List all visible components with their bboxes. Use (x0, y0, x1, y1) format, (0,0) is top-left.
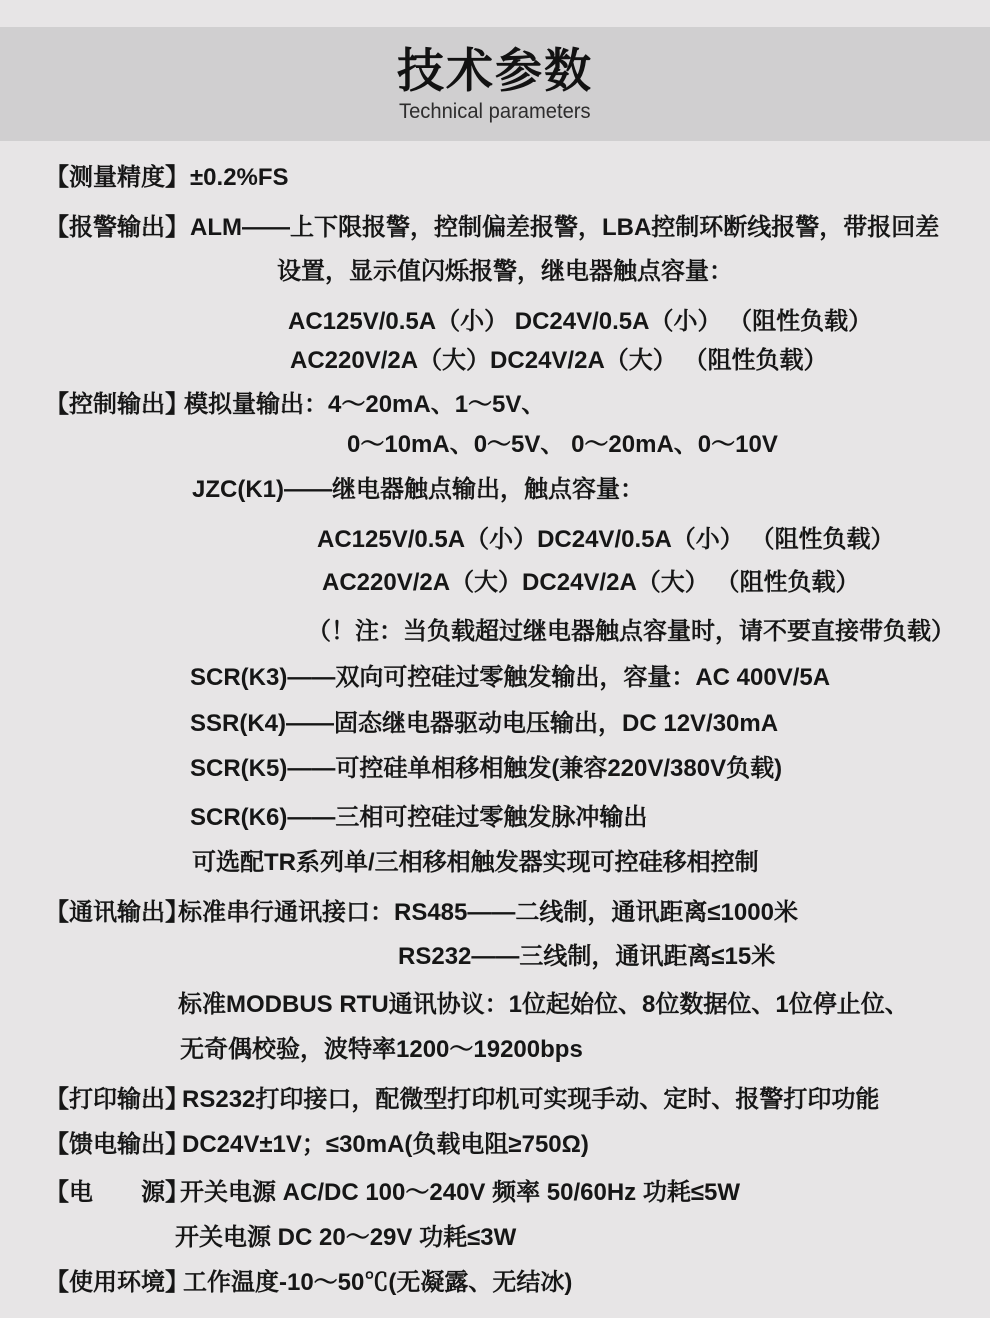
spec-line: 标准MODBUS RTU通讯协议：1位起始位、8位数据位、1位停止位、 (178, 991, 909, 1018)
spec-line: SCR(K5)——可控硅单相移相触发(兼容220V/380V负载) (190, 755, 783, 782)
spec-line-note: （！注：当负载超过继电器触点容量时，请不要直接带负载） (307, 618, 955, 645)
spec-label-comm-output: 【通讯输出】 (45, 899, 189, 926)
spec-label-power-supply: 【电 源】 (45, 1179, 189, 1206)
spec-line: 开关电源 AC/DC 100～240V 频率 50/60Hz 功耗≤5W (180, 1179, 740, 1206)
spec-label-power-feed-output: 【馈电输出】 (45, 1131, 189, 1158)
spec-label-measure-accuracy: 【测量精度】 (45, 164, 189, 191)
spec-line: AC125V/0.5A（小） DC24V/0.5A（小） （阻性负载） (288, 308, 873, 335)
spec-line: SCR(K3)——双向可控硅过零触发输出，容量：AC 400V/5A (190, 664, 831, 691)
spec-label-control-output: 【控制输出】 (45, 391, 189, 418)
page-title: 技术参数 (397, 43, 593, 97)
spec-line: 标准串行通讯接口：RS485——二线制，通讯距离≤1000米 (178, 899, 798, 926)
spec-line: SSR(K4)——固态继电器驱动电压输出，DC 12V/30mA (190, 710, 779, 737)
section-banner (0, 27, 990, 141)
spec-line: AC220V/2A（大）DC24V/2A（大） （阻性负载） (322, 569, 860, 596)
spec-line: 开关电源 DC 20～29V 功耗≤3W (175, 1224, 517, 1251)
spec-line-measure-accuracy: ±0.2%FS (190, 164, 289, 191)
spec-label-print-output: 【打印输出】 (45, 1086, 189, 1113)
page-subtitle: Technical parameters (399, 99, 591, 123)
spec-line: 工作温度-10～50℃(无凝露、无结冰) (183, 1269, 573, 1296)
spec-line: JZC(K1)——继电器触点输出，触点容量： (192, 476, 645, 503)
spec-line: 无奇偶校验，波特率1200～19200bps (180, 1036, 583, 1063)
spec-line: 可选配TR系列单/三相移相触发器实现可控硅移相控制 (192, 849, 759, 876)
spec-line: SCR(K6)——三相可控硅过零触发脉冲输出 (190, 804, 648, 831)
spec-line: 0～10mA、0～5V、 0～20mA、0～10V (347, 431, 778, 458)
spec-line: DC24V±1V；≤30mA(负载电阻≥750Ω) (182, 1131, 589, 1158)
spec-label-environment: 【使用环境】 (45, 1269, 189, 1296)
spec-line: AC220V/2A（大）DC24V/2A（大） （阻性负载） (290, 347, 828, 374)
spec-label-alarm-output: 【报警输出】 (45, 214, 189, 241)
spec-line: 模拟量输出：4～20mA、1～5V、 (184, 391, 546, 418)
spec-line: 设置，显示值闪烁报警，继电器触点容量： (277, 258, 733, 285)
spec-line: RS232——三线制，通讯距离≤15米 (398, 943, 776, 970)
spec-line: ALM——上下限报警，控制偏差报警，LBA控制环断线报警，带报回差 (190, 214, 940, 241)
spec-line: RS232打印接口，配微型打印机可实现手动、定时、报警打印功能 (182, 1086, 880, 1113)
spec-line: AC125V/0.5A（小）DC24V/0.5A（小） （阻性负载） (317, 526, 895, 553)
